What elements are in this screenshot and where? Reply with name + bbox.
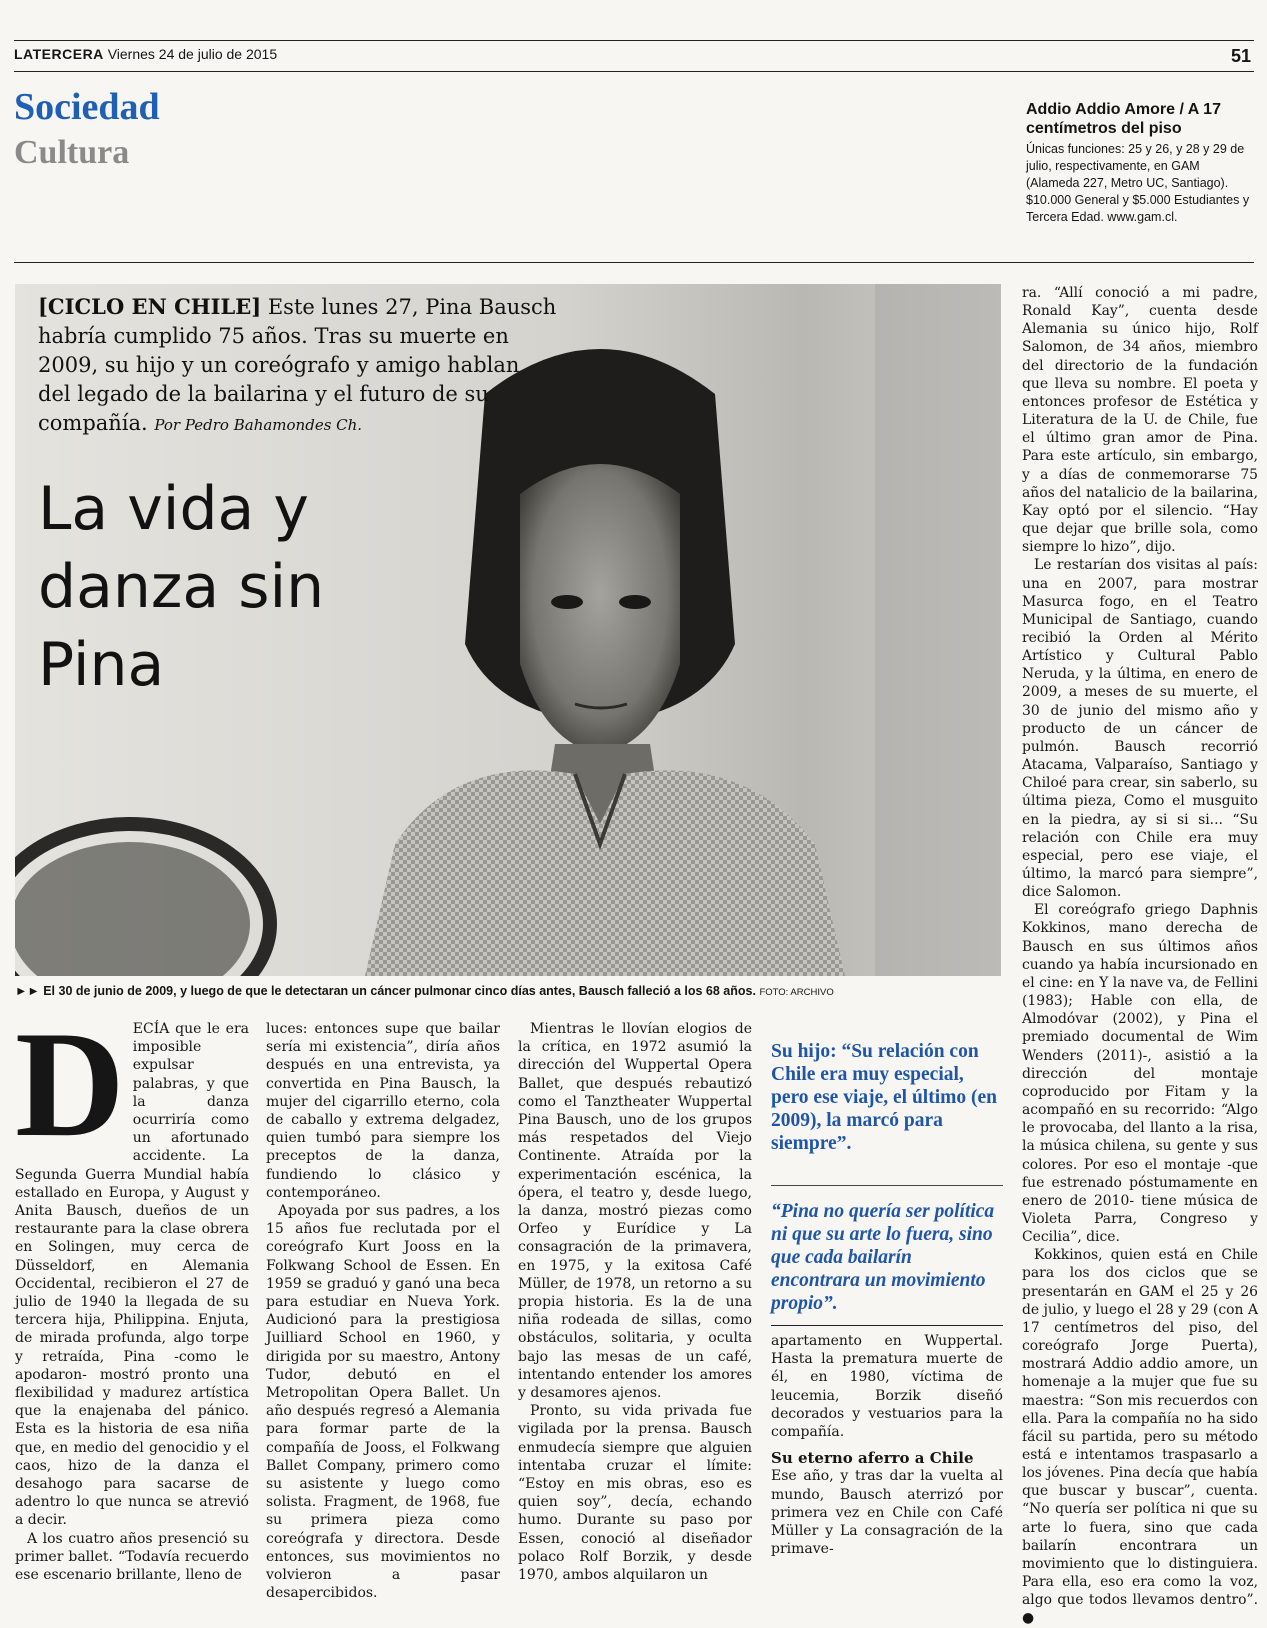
- event-info-title: Addio Addio Amore / A 17 centímetros del piso: [1026, 101, 1221, 137]
- subheading: Su eterno aferro a Chile: [771, 1449, 974, 1468]
- paragraph: Apoyada por sus padres, a los 15 años fue reclutada por el coreógrafo Kurt Jooss en la Folkwang School de Essen. En 1959 se graduó y ganó una beca para estudiar en Nueva York. Audicionó para la prestigiosa Juilliard School en 1960, y dirigida por su maestro, Antony Tudor, debutó en el Metropolitan Opera Ballet. Un año después regresó a Alemania para formar parte de la compañía de Jooss, el Folkwang Ballet Company, primero como su asistente y luego como solista. Fragment, de 1968, fue su primera pieza como coreógrafa y directora. Desde entonces, sus movimientos no volvieron a pasar desapercibidos.: [266, 1203, 500, 1602]
- article-headline: La vida y danza sin Pina: [38, 474, 325, 700]
- masthead-rule: [14, 71, 1254, 72]
- photo-caption: [15, 984, 1005, 998]
- article-column-3: [518, 1020, 752, 1584]
- article-column-4: [771, 1332, 1003, 1558]
- section-subtitle: Cultura: [14, 134, 130, 171]
- article-column-2: [266, 1020, 500, 1602]
- photo-credit: FOTO: ARCHIVO: [759, 987, 834, 998]
- newspaper-name: LATERCERA: [14, 46, 104, 62]
- paragraph: Le restarían dos visitas al país: una en 2007, para mostrar Masurca fogo, en el Teatro Municipal de Santiago, cuando recibió la Orden al Mérito Artístico y Cultural Pablo Neruda, y la última, en enero de 2009, a meses de su muerte, el 30 de junio del mismo año y producto de un cáncer de pulmón. Bausch recorrió Atacama, Valparaíso, Santiago y Chiloé para crear, sin saberlo, su última pieza, Como el musguito en la piedra, ay si si si... “Su relación con Chile era muy especial, pero ese viaje, el último, la marcó para siempre”, dice Salomon.: [1022, 557, 1258, 901]
- caption-text: ►► El 30 de junio de 2009, y luego de que le detectaran un cáncer pulmonar cinco días antes, Bausch falleció a los 68 años.: [15, 984, 756, 998]
- quote-divider: [771, 1185, 1003, 1186]
- paragraph: Mientras le llovían elogios de la crítica, en 1972 asumió la dirección del Wuppertal Opera Ballet, que después rebautizó como el Tanztheater Wuppertal Pina Bausch, uno de los grupos más respetados del Viejo Continente. Atraída por la experimentación escénica, la ópera, el teatro y, desde luego, la danza, mostró piezas como Orfeo y Eurídice y La consagración de la primavera, en 1975, y la exitosa Café Müller, de 1978, un retorno a su propia historia. Es la de una niña rodeada de sillas, como obstáculos, solitaria, y oculta bajo las mesas de un café, intentando entender los amores y desamores ajenos.: [518, 1021, 752, 1402]
- event-info-body: Únicas funciones: 25 y 26, y 28 y 29 de julio, respectivamente, en GAM (Alameda 227, Metro UC, Santiago). $10.000 General y $5.000 Estudiantes y Tercera Edad. www.gam.cl.: [1026, 142, 1250, 224]
- top-rule: [14, 40, 1254, 41]
- drop-cap: D: [15, 1000, 125, 1168]
- paragraph: A los cuatro años presenció su primer ballet. “Todavía recuerdo ese escenario brillante, lleno de: [15, 1530, 249, 1584]
- issue-date: Viernes 24 de julio de 2015: [107, 46, 278, 62]
- paragraph: luces: entonces supe que bailar sería mi existencia”, diría años después en una entrevista, ya convertida en Pina Bausch, la mujer del cigarrillo eterno, cola de caballo y extrema delgadez, quien tumbó para siempre los preceptos de la danza, fundiendo lo clásico y contemporáneo.: [266, 1021, 500, 1201]
- pull-quotes: [771, 1040, 1003, 1315]
- paragraph: Kokkinos, quien está en Chile para los dos ciclos que se presentarán en GAM el 25 y 26 de julio, y luego el 28 y 29 (con A 17 centímetros del piso, del coreógrafo Jorge Puerta), mostrará Addio addio amore, un homenaje a la mujer que fue su maestra: “Son mis recuerdos con ella. Para la compañía no ha sido fácil su partida, pero su método está e intentamos traspasarlo a los jóvenes. Pina decía que había que buscar y buscar”, cuenta. “No quería ser política ni que su arte lo fuera, sino que cada bailarín encontrara un movimiento que lo distinguiera. Para ella, eso era como la voz, algo que todos llevamos dentro”. ●: [1022, 1247, 1258, 1627]
- pull-quote-2: “Pina no quería ser política ni que su arte lo fuera, sino que cada bailarín encontrara un movimiento propio”.: [771, 1201, 995, 1314]
- header-bottom-rule: [14, 262, 1254, 263]
- paragraph: apartamento en Wuppertal. Hasta la prematura muerte de él, en 1980, víctima de leucemia, Borzik diseñó decorados y vestuarios para la compañía.: [771, 1333, 1003, 1441]
- page-number: 51: [1230, 46, 1251, 66]
- paragraph: Ese año, y tras dar la vuelta al mundo, Bausch aterrizó por primera vez en Chile con Café Müller y La consagración de la primave-: [771, 1468, 1003, 1558]
- deck-text: Este lunes 27, Pina Bausch habría cumplido 75 años. Tras su muerte en 2009, su hijo y un coreógrafo y amigo hablan del legado de la bailarina y el futuro de su compañía.: [38, 295, 557, 435]
- paragraph: ra. “Allí conoció a mi padre, Ronald Kay”, cuenta desde Alemania su único hijo, Rolf Salomon, de 34 años, miembro del directorio de la fundación que lleva su nombre. El poeta y entonces profesor de Estética y Literatura de la U. de Chile, fue el último gran amor de Pina. Para este artículo, sin embargo, y a días de conmemorarse 75 años del natalicio de la bailarina, Kay optó por el silencio. “Hay que dejar que brille sola, como siempre lo hizo”, dijo.: [1022, 285, 1258, 556]
- paragraph: El coreógrafo griego Daphnis Kokkinos, mano derecha de Bausch en sus últimos años cuando ya había incursionado en el cine: en Y la nave va, de Fellini (1983); Hable con ella, de Almodóvar (2002), y Pina el premiado documental de Wim Wenders (2011)-, asistió a la dirección del montaje coproducido por Fitam y la acompañó en su recorrido: “Algo le provocaba, del llanto a la risa, la música chilena, su gente y sus colores. Por eso el montaje -que fue estrenado póstumamente en enero de 2010- tiene música de Violeta Parra, Congreso y Cecilia”, dice.: [1022, 902, 1258, 1246]
- article-column-5: [1022, 284, 1258, 1627]
- event-info-box: [1026, 100, 1254, 226]
- paragraph: ECÍA que le era imposible expulsar palabras, y que la danza ocurriría como un afortunado accidente. La Segunda Guerra Mundial había estallado en Europa, y August y Anita Bausch, dueños de un restaurante para la clase obrera en Solingen, muy cerca de Düsseldorf, en Alemania Occidental, recibieron el 27 de julio de 1940 la llegada de su tercera hija, Philippina. Enjuta, de mirada profunda, algo torpe y retraída, Pina -como le apodaron- mostró pronto una flexibilidad y madurez artística que la enajenaba del pánico. Esta es la historia de esa niña que, en medio del genocidio y el caos, hizo de la danza el desahogo para sacarse de adentro lo que nunca se atrevió a decir.: [15, 1021, 249, 1529]
- article-column-1: [15, 1000, 249, 1584]
- section-title: Sociedad: [14, 86, 160, 128]
- article-deck: [38, 292, 558, 440]
- article-kicker: [CICLO EN CHILE]: [38, 294, 262, 319]
- pull-quote-1: Su hijo: “Su relación con Chile era muy especial, pero ese viaje, el último (en 2009), la marcó para siempre”.: [771, 1041, 998, 1154]
- masthead: [14, 46, 277, 62]
- article-byline: Por Pedro Bahamondes Ch.: [154, 416, 363, 434]
- quote-bottom-rule: [771, 1325, 1003, 1326]
- paragraph: Pronto, su vida privada fue vigilada por la prensa. Bausch enmudecía siempre que alguien intentaba cruzar el límite: “Estoy en mis obras, eso es quien soy”, decía, echando humo. Durante su paso por Essen, conoció al diseñador polaco Rolf Borzik, y desde 1970, ambos alquilaron un: [518, 1403, 752, 1584]
